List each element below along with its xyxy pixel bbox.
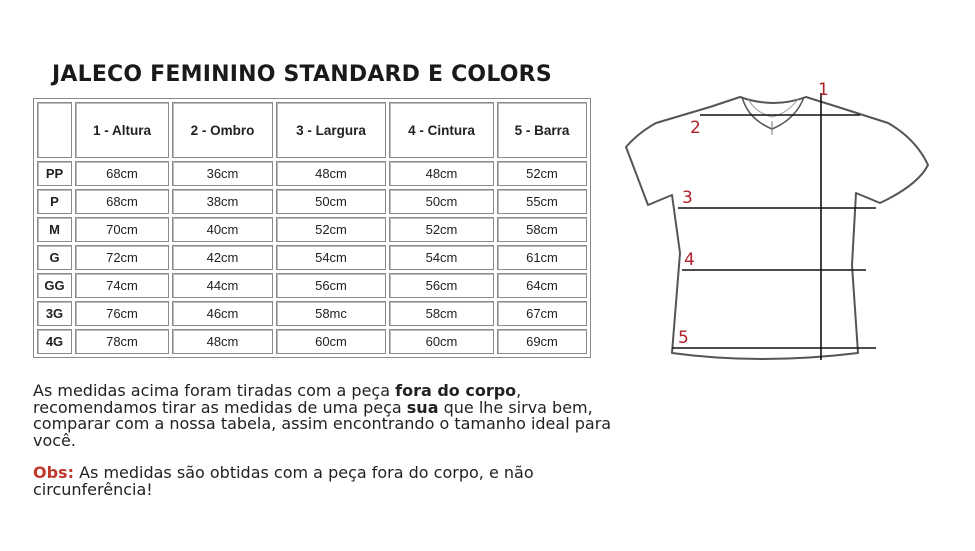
table-row [37,329,587,354]
header-cell-altura: 1 - Altura [75,102,169,158]
table-cell: 60cm [276,329,386,354]
table-cell: 52cm [497,161,587,186]
table-cell: 55cm [497,189,587,214]
table-cell: 64cm [497,273,587,298]
table-cell: 54cm [276,245,386,270]
size-cell: G [37,245,72,270]
table-cell: 67cm [497,301,587,326]
size-cell: M [37,217,72,242]
shirt-measurement-diagram [620,75,940,375]
table-cell: 72cm [75,245,169,270]
table-row [37,217,587,242]
header-cell-blank [37,102,72,158]
header-cell-largura: 3 - Largura [276,102,386,158]
table-cell: 60cm [389,329,494,354]
table-cell: 52cm [276,217,386,242]
table-cell: 48cm [172,329,273,354]
table-cell: 58mc [276,301,386,326]
size-table [33,98,591,358]
table-row [37,189,587,214]
label-3: 3 [682,188,693,208]
label-5: 5 [678,328,689,348]
table-cell: 74cm [75,273,169,298]
table-cell: 40cm [172,217,273,242]
size-cell: P [37,189,72,214]
table-cell: 58cm [389,301,494,326]
table-cell: 61cm [497,245,587,270]
table-cell: 54cm [389,245,494,270]
label-1: 1 [818,80,829,100]
page-title: JALECO FEMININO STANDARD E COLORS [52,62,552,87]
table-cell: 44cm [172,273,273,298]
table-cell: 58cm [497,217,587,242]
table-row [37,301,587,326]
table-cell: 50cm [276,189,386,214]
notes-text: , recomendamos tirar as medidas de uma peça [33,381,522,417]
header-cell-ombro: 2 - Ombro [172,102,273,158]
header-cell-barra: 5 - Barra [497,102,587,158]
table-row [37,245,587,270]
notes-bold-text: fora do corpo [395,381,517,400]
table-cell: 78cm [75,329,169,354]
table-header-row [37,102,587,158]
table-cell: 68cm [75,189,169,214]
table-cell: 56cm [276,273,386,298]
table-row [37,161,587,186]
table-cell: 68cm [75,161,169,186]
obs-label: Obs: [33,463,74,482]
table-cell: 36cm [172,161,273,186]
table-row [37,273,587,298]
table-cell: 48cm [276,161,386,186]
label-4: 4 [684,250,695,270]
size-cell: 3G [37,301,72,326]
notes-text: As medidas acima foram tiradas com a peça [33,381,396,400]
table-cell: 50cm [389,189,494,214]
obs-text: As medidas são obtidas com a peça fora do corpo, e não circunferência! [33,463,534,499]
size-cell: PP [37,161,72,186]
obs-paragraph [33,465,623,498]
table-cell: 76cm [75,301,169,326]
label-2: 2 [690,118,701,138]
notes-paragraph [33,383,623,449]
table-cell: 69cm [497,329,587,354]
shirt-outline [626,97,928,359]
table-cell: 38cm [172,189,273,214]
table-cell: 46cm [172,301,273,326]
table-cell: 48cm [389,161,494,186]
header-cell-cintura: 4 - Cintura [389,102,494,158]
size-cell: 4G [37,329,72,354]
notes-text: que lhe sirva bem, comparar com a nossa tabela, assim encontrando o tamanho ideal para você. [33,397,612,450]
size-cell: GG [37,273,72,298]
table-cell: 42cm [172,245,273,270]
measurement-notes [33,383,623,498]
table-cell: 56cm [389,273,494,298]
table-cell: 52cm [389,217,494,242]
notes-bold-text: sua [406,397,439,417]
table-cell: 70cm [75,217,169,242]
